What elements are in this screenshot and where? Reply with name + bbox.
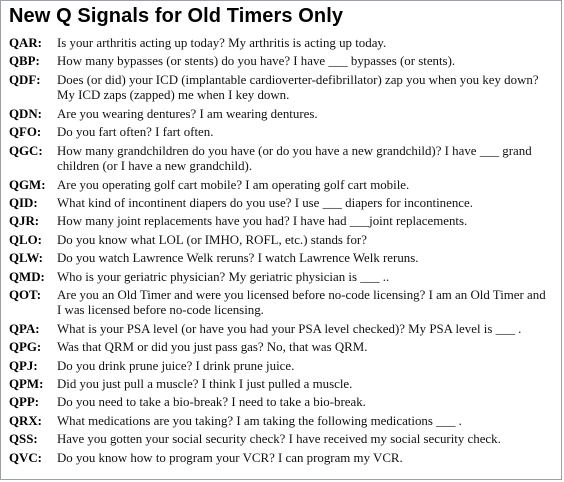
q-meaning: Who is your geriatric physician? My geriatric physician is ___ .. (57, 269, 390, 284)
list-item (9, 395, 553, 410)
list-item (9, 340, 553, 355)
list-item (9, 251, 553, 266)
q-meaning: Do you drink prune juice? I drink prune juice. (57, 358, 295, 373)
q-meaning: Are you an Old Timer and were you licensed before no-code licensing? I am an Old Timer and I was licensed before no-code licensing. (57, 287, 546, 318)
q-meaning: Do you need to take a bio-break? I need to take a bio-break. (57, 395, 366, 410)
list-item (9, 432, 553, 447)
list-item (9, 36, 553, 51)
q-meaning: How many bypasses (or stents) do you have? I have ___ bypasses (or stents). (57, 54, 456, 69)
q-code: QRX: (9, 413, 42, 428)
q-code: QLO: (9, 232, 42, 247)
q-meaning: Are you operating golf cart mobile? I am operating golf cart mobile. (57, 177, 410, 192)
q-meaning: Does (or did) your ICD (implantable cardioverter-defibrillator) zap you when you key down? My ICD zaps (zapped) me when I key down. (57, 72, 539, 102)
q-meaning: Did you just pull a muscle? I think I just pulled a muscle. (57, 377, 353, 392)
list-item (9, 322, 553, 337)
q-code: QGC: (9, 143, 43, 158)
q-meaning: What is your PSA level (or have you had your PSA level checked)? My PSA level is ___ . (57, 321, 522, 336)
q-code: QPM: (9, 377, 44, 392)
list-item (9, 178, 553, 193)
q-meaning: How many joint replacements have you had? I have had ___joint replacements. (57, 214, 468, 229)
q-signal-list (9, 36, 553, 466)
q-meaning: How many grandchildren do you have (or do you have a new grandchild)? I have ___ grand children (or I have a new grandchild). (57, 143, 532, 173)
q-meaning: Do you know how to program your VCR? I can program my VCR. (57, 450, 403, 465)
q-code: QID: (9, 195, 38, 210)
q-code: QDN: (9, 106, 42, 121)
q-code: QBP: (9, 54, 40, 69)
list-item (9, 196, 553, 211)
list-item (9, 451, 553, 466)
list-item (9, 73, 553, 103)
list-item (9, 54, 553, 69)
list-item (9, 359, 553, 374)
page-title: New Q Signals for Old Timers Only (9, 5, 344, 27)
q-meaning: What kind of incontinent diapers do you use? I use ___ diapers for incontinence. (57, 195, 473, 210)
q-code: QJR: (9, 214, 40, 229)
q-meaning: Is your arthritis acting up today? My arthritis is acting up today. (57, 36, 387, 50)
list-item (9, 377, 553, 392)
q-code: QPJ: (9, 358, 38, 373)
q-code: QDF: (9, 72, 41, 87)
q-meaning: Do you watch Lawrence Welk reruns? I watch Lawrence Welk reruns. (57, 251, 419, 266)
q-code: QPP: (9, 395, 40, 410)
q-meaning: Are you wearing dentures? I am wearing dentures. (57, 106, 318, 121)
list-item (9, 214, 553, 229)
q-code: QPA: (9, 321, 40, 336)
q-code: QMD: (9, 269, 45, 284)
q-code: QLW: (9, 251, 43, 266)
q-code: QPG: (9, 340, 42, 355)
list-item (9, 107, 553, 122)
list-item (9, 125, 553, 140)
q-meaning: Do you know what LOL (or IMHO, ROFL, etc.) stands for? (57, 232, 367, 247)
list-item (9, 288, 553, 318)
q-code: QVC: (9, 450, 42, 465)
list-item (9, 144, 553, 174)
q-code: QOT: (9, 287, 41, 302)
q-meaning: Was that QRM or did you just pass gas? No, that was QRM. (57, 340, 368, 355)
list-item (9, 233, 553, 248)
q-code: QGM: (9, 177, 46, 192)
q-code: QSS: (9, 432, 38, 447)
list-item (9, 270, 553, 285)
q-meaning: Have you gotten your social security check? I have received my social security check. (57, 432, 501, 447)
list-item (9, 414, 553, 429)
q-meaning: Do you fart often? I fart often. (57, 125, 214, 140)
q-meaning: What medications are you taking? I am taking the following medications ___ . (57, 413, 462, 428)
q-code: QAR: (9, 36, 42, 50)
q-code: QFO: (9, 125, 42, 140)
